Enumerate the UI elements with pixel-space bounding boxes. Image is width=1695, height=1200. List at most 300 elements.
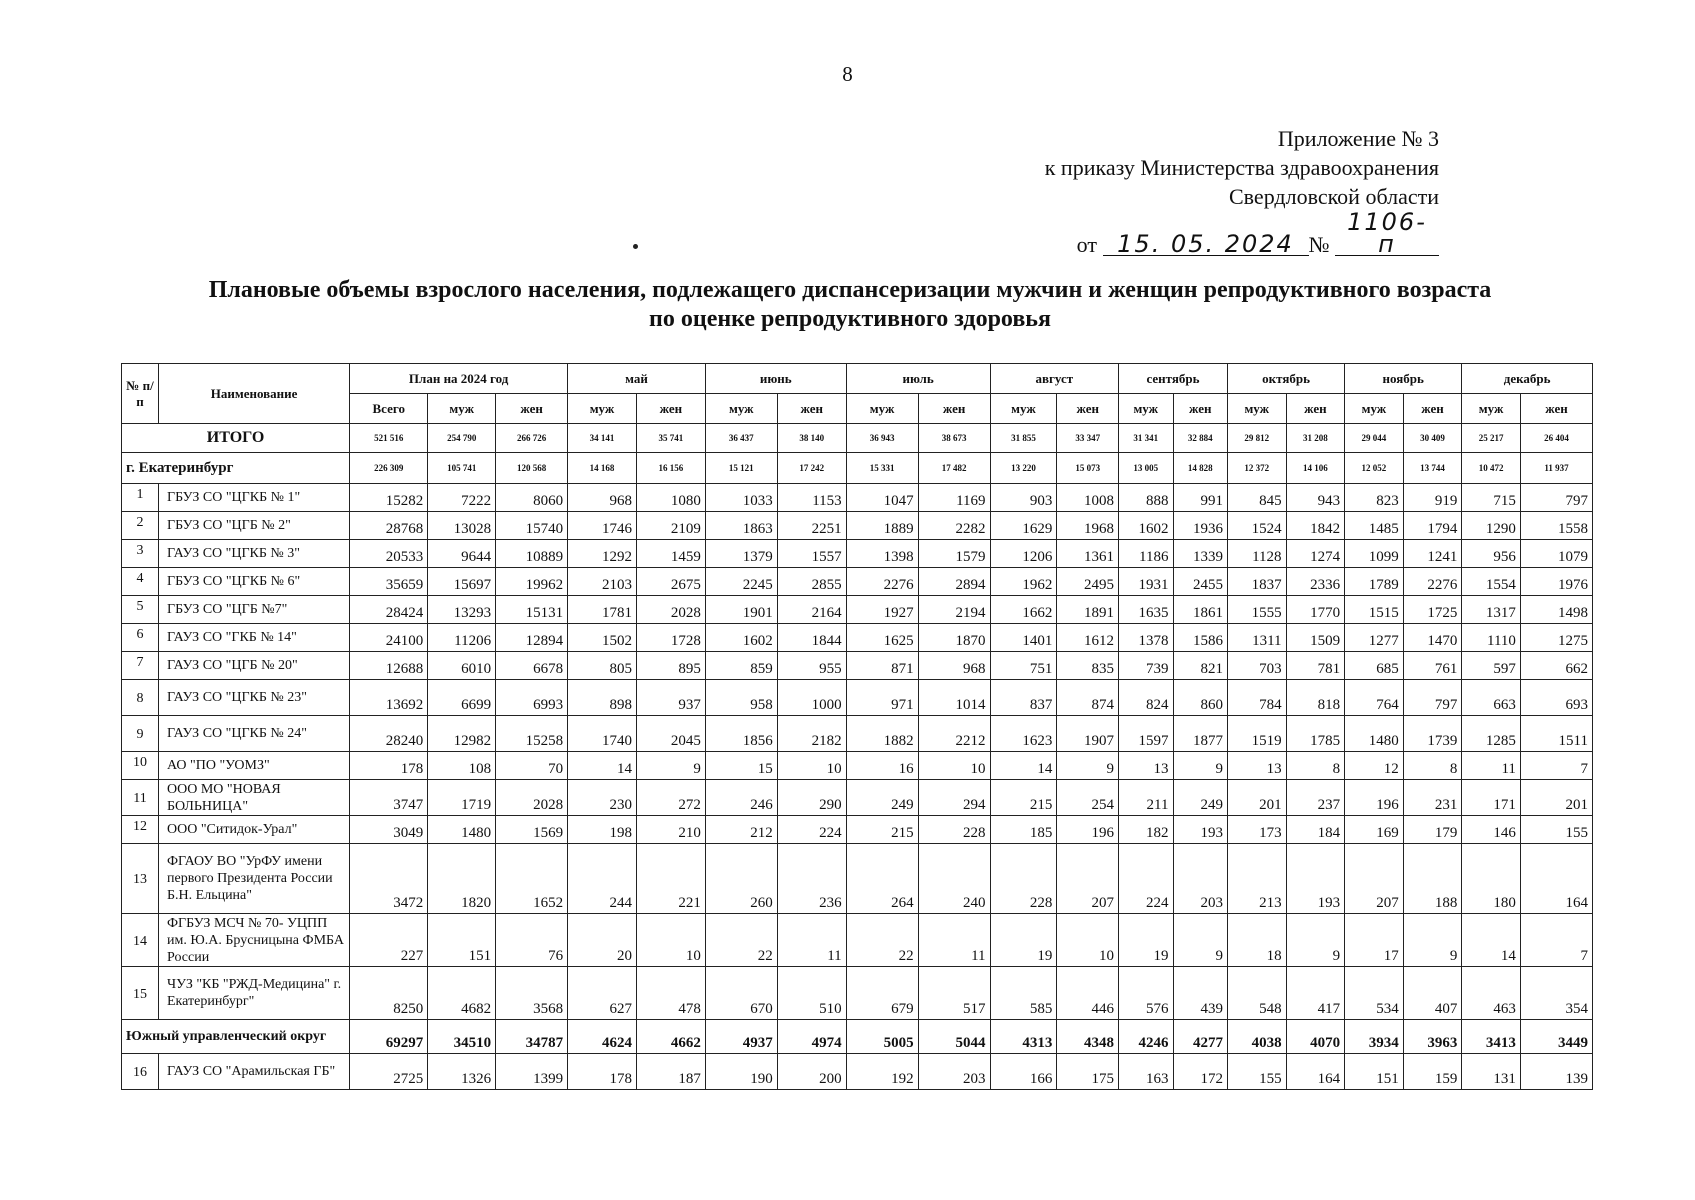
row-number: 4 [122,568,159,596]
table-cell: 184 [1286,816,1345,844]
col-header-month: октябрь [1227,364,1344,394]
table-cell: 1379 [705,540,777,568]
table-cell: 9 [1403,914,1462,967]
table-cell: 193 [1286,844,1345,914]
table-cell: 131 [1462,1054,1521,1090]
table-cell: 871 [846,652,918,680]
table-cell: 3472 [350,844,428,914]
table-cell: 1602 [1119,512,1173,540]
table-cell: 1586 [1173,624,1227,652]
col-subheader: жен [1057,394,1119,424]
row-number: 1 [122,484,159,512]
row-name: ГАУЗ СО "ЦГБ № 20" [159,652,350,680]
col-subheader: муж [1345,394,1404,424]
table-cell: 231 [1403,780,1462,816]
row-name: ГАУЗ СО "ЦГКБ № 3" [159,540,350,568]
table-cell: 196 [1345,780,1404,816]
table-cell: 182 [1119,816,1173,844]
table-cell: 221 [636,844,705,914]
row-name: ГАУЗ СО "ГКБ № 14" [159,624,350,652]
table-cell: 290 [777,780,846,816]
table-cell: 17 [1345,914,1404,967]
table-cell: 859 [705,652,777,680]
row-name: ООО "Ситидок-Урал" [159,816,350,844]
table-cell: 236 [777,844,846,914]
table-cell: 1728 [636,624,705,652]
table-cell: 13 [1119,752,1173,780]
col-subheader: жен [918,394,990,424]
table-cell: 164 [1520,844,1592,914]
table-cell: 2045 [636,716,705,752]
table-cell: 244 [568,844,637,914]
table-cell: 1602 [705,624,777,652]
table-cell: 2182 [777,716,846,752]
table-cell: 15 073 [1057,453,1119,484]
table-cell: 1277 [1345,624,1404,652]
row-number: 9 [122,716,159,752]
table-cell: 1725 [1403,596,1462,624]
table-cell: 1241 [1403,540,1462,568]
table-cell: 11206 [428,624,496,652]
table-cell: 585 [990,967,1057,1020]
table-cell: 28424 [350,596,428,624]
table-cell: 548 [1227,967,1286,1020]
table-cell: 1740 [568,716,637,752]
table-cell: 12 052 [1345,453,1404,484]
table-row [122,1054,1593,1090]
row-name: ГАУЗ СО "Арамильская ГБ" [159,1054,350,1090]
table-cell: 172 [1173,1054,1227,1090]
table-cell: 1524 [1227,512,1286,540]
table-cell: 1480 [1345,716,1404,752]
table-cell: 1285 [1462,716,1521,752]
table-cell: 1398 [846,540,918,568]
table-cell: 15 121 [705,453,777,484]
table-cell: 19 [990,914,1057,967]
table-cell: 1186 [1119,540,1173,568]
table-cell: 751 [990,652,1057,680]
table-cell: 1842 [1286,512,1345,540]
row-name: г. Екатеринбург [122,453,350,484]
table-cell: 534 [1345,967,1404,1020]
table-cell: 190 [705,1054,777,1090]
table-cell: 12 [1345,752,1404,780]
table-cell: 805 [568,652,637,680]
table-cell: 200 [777,1054,846,1090]
table-cell: 210 [636,816,705,844]
row-name: ООО МО "НОВАЯ БОЛЬНИЦА" [159,780,350,816]
table-cell: 517 [918,967,990,1020]
title-line-1: Плановые объемы взрослого населения, подлежащего диспансеризации мужчин и женщин репродуктивного возраста [208,277,1492,303]
table-cell: 1557 [777,540,846,568]
col-subheader: жен [1403,394,1462,424]
table-cell: 1936 [1173,512,1227,540]
appendix-block [1045,124,1439,259]
document-title [120,276,1580,334]
table-cell: 207 [1057,844,1119,914]
table-cell: 4038 [1227,1020,1286,1054]
col-subheader: муж [990,394,1057,424]
table-cell: 11 [1462,752,1521,780]
row-name: Южный управленческий округ [122,1020,350,1054]
table-cell: 4348 [1057,1020,1119,1054]
table-cell: 1781 [568,596,637,624]
table-cell: 76 [496,914,568,967]
table-cell: 439 [1173,967,1227,1020]
table-cell: 1000 [777,680,846,716]
table-cell: 715 [1462,484,1521,512]
table-cell: 8 [1286,752,1345,780]
table-cell: 958 [705,680,777,716]
table-cell: 10 [777,752,846,780]
table-cell: 38 673 [918,424,990,453]
region-row-south [122,1020,1593,1054]
table-cell: 34 141 [568,424,637,453]
col-header-month: ноябрь [1345,364,1462,394]
table-cell: 9 [1057,752,1119,780]
table-row [122,816,1593,844]
row-number: 16 [122,1054,159,1090]
table-cell: 703 [1227,652,1286,680]
table-cell: 151 [428,914,496,967]
table-cell: 2109 [636,512,705,540]
table-cell: 249 [846,780,918,816]
table-cell: 1502 [568,624,637,652]
table-row [122,484,1593,512]
table-cell: 10 [918,752,990,780]
table-cell: 9 [1173,752,1227,780]
table-cell: 1889 [846,512,918,540]
table-cell: 764 [1345,680,1404,716]
table-cell: 903 [990,484,1057,512]
table-cell: 12982 [428,716,496,752]
table-cell: 1746 [568,512,637,540]
table-cell: 17 242 [777,453,846,484]
col-header-month: июль [846,364,990,394]
row-number: 15 [122,967,159,1020]
appendix-line-1: Приложение № 3 [1277,126,1439,151]
table-cell: 12894 [496,624,568,652]
table-cell: 1485 [1345,512,1404,540]
table-cell: 1931 [1119,568,1173,596]
table-cell: 1555 [1227,596,1286,624]
table-cell: 478 [636,967,705,1020]
table-cell: 19962 [496,568,568,596]
table-cell: 956 [1462,540,1521,568]
col-subheader: жен [1173,394,1227,424]
table-cell: 4662 [636,1020,705,1054]
table-cell: 11 [777,914,846,967]
table-cell: 16 156 [636,453,705,484]
table-cell: 9 [636,752,705,780]
table-cell: 2455 [1173,568,1227,596]
table-cell: 28768 [350,512,428,540]
table-cell: 354 [1520,967,1592,1020]
table-cell: 266 726 [496,424,568,453]
table-cell: 1169 [918,484,990,512]
table-cell: 1623 [990,716,1057,752]
table-cell: 1882 [846,716,918,752]
table-cell: 821 [1173,652,1227,680]
table-cell: 196 [1057,816,1119,844]
table-cell: 31 855 [990,424,1057,453]
table-cell: 1844 [777,624,846,652]
table-cell: 12 372 [1227,453,1286,484]
table-cell: 2212 [918,716,990,752]
table-cell: 213 [1227,844,1286,914]
table-cell: 13 [1227,752,1286,780]
table-cell: 228 [918,816,990,844]
table-cell: 1511 [1520,716,1592,752]
table-cell: 24100 [350,624,428,652]
row-name: ГАУЗ СО "ЦГКБ № 23" [159,680,350,716]
table-row [122,624,1593,652]
table-cell: 240 [918,844,990,914]
table-cell: 20 [568,914,637,967]
table-cell: 818 [1286,680,1345,716]
col-header-month: декабрь [1462,364,1593,394]
table-cell: 224 [777,816,846,844]
table-cell: 679 [846,967,918,1020]
order-date-row [1045,208,1439,259]
table-cell: 9644 [428,540,496,568]
table-cell: 1635 [1119,596,1173,624]
row-number: 2 [122,512,159,540]
table-cell: 1785 [1286,716,1345,752]
table-cell: 192 [846,1054,918,1090]
table-cell: 187 [636,1054,705,1090]
table-cell: 1079 [1520,540,1592,568]
table-cell: 26 404 [1520,424,1592,453]
table-cell: 6010 [428,652,496,680]
col-header-month: август [990,364,1118,394]
table-cell: 15 331 [846,453,918,484]
table-cell: 38 140 [777,424,846,453]
col-header-plan: План на 2024 год [350,364,568,394]
table-cell: 1629 [990,512,1057,540]
table-cell: 16 [846,752,918,780]
handwritten-date: 15. 05. 2024 [1103,233,1309,256]
table-cell: 1901 [705,596,777,624]
col-header-num: № п/п [122,364,159,424]
table-cell: 1008 [1057,484,1119,512]
table-cell: 10 [636,914,705,967]
table-cell: 971 [846,680,918,716]
table-cell: 1870 [918,624,990,652]
table-cell: 888 [1119,484,1173,512]
table-cell: 227 [350,914,428,967]
table-cell: 9 [1286,914,1345,967]
table-cell: 3963 [1403,1020,1462,1054]
table-cell: 2855 [777,568,846,596]
table-cell: 13 744 [1403,453,1462,484]
table-cell: 11 937 [1520,453,1592,484]
table-cell: 254 790 [428,424,496,453]
table-cell: 17 482 [918,453,990,484]
table-cell: 2894 [918,568,990,596]
table-cell: 201 [1227,780,1286,816]
table-row [122,680,1593,716]
table-cell: 32 884 [1173,424,1227,453]
table-cell: 1927 [846,596,918,624]
stray-dot [633,244,638,249]
row-name: ГБУЗ СО "ЦГБ №7" [159,596,350,624]
from-label: от [1076,232,1097,257]
table-cell: 4246 [1119,1020,1173,1054]
table-cell: 22 [705,914,777,967]
col-header-month: сентябрь [1119,364,1228,394]
row-number: 3 [122,540,159,568]
table-cell: 108 [428,752,496,780]
number-label: № [1308,232,1330,257]
table-cell: 823 [1345,484,1404,512]
table-cell: 151 [1345,1054,1404,1090]
row-number: 10 [122,752,159,780]
table-cell: 224 [1119,844,1173,914]
table-cell: 18 [1227,914,1286,967]
row-number: 11 [122,780,159,816]
table-cell: 203 [1173,844,1227,914]
table-row [122,844,1593,914]
table-cell: 34787 [496,1020,568,1054]
col-header-month: май [568,364,706,394]
table-cell: 685 [1345,652,1404,680]
row-name: ГАУЗ СО "ЦГКБ № 24" [159,716,350,752]
table-cell: 3934 [1345,1020,1404,1054]
table-cell: 874 [1057,680,1119,716]
table-cell: 4937 [705,1020,777,1054]
table-cell: 2028 [636,596,705,624]
table-cell: 20533 [350,540,428,568]
col-subheader: муж [846,394,918,424]
table-cell: 3049 [350,816,428,844]
table-cell: 25 217 [1462,424,1521,453]
table-cell: 14 [568,752,637,780]
table-cell: 159 [1403,1054,1462,1090]
table-row [122,596,1593,624]
table-cell: 1662 [990,596,1057,624]
table-cell: 29 044 [1345,424,1404,453]
table-cell: 8060 [496,484,568,512]
table-cell: 175 [1057,1054,1119,1090]
table-cell: 1962 [990,568,1057,596]
table-cell: 155 [1520,816,1592,844]
table-cell: 2725 [350,1054,428,1090]
table-cell: 1399 [496,1054,568,1090]
table-cell: 1153 [777,484,846,512]
table-row [122,716,1593,752]
table-cell: 1861 [1173,596,1227,624]
table-cell: 4974 [777,1020,846,1054]
table-cell: 1907 [1057,716,1119,752]
table-cell: 1569 [496,816,568,844]
table-cell: 230 [568,780,637,816]
table-cell: 13 220 [990,453,1057,484]
table-cell: 5044 [918,1020,990,1054]
table-cell: 1509 [1286,624,1345,652]
table-cell: 228 [990,844,1057,914]
table-cell: 14 106 [1286,453,1345,484]
table-cell: 2675 [636,568,705,596]
table-cell: 146 [1462,816,1521,844]
table-cell: 203 [918,1054,990,1090]
table-cell: 15740 [496,512,568,540]
table-cell: 4277 [1173,1020,1227,1054]
table-cell: 70 [496,752,568,780]
table-cell: 1856 [705,716,777,752]
table-cell: 294 [918,780,990,816]
table-cell: 36 943 [846,424,918,453]
row-name: ФГАОУ ВО "УрФУ имени первого Президента России Б.Н. Ельцина" [159,844,350,914]
table-cell: 1877 [1173,716,1227,752]
table-cell: 1292 [568,540,637,568]
table-cell: 29 812 [1227,424,1286,453]
table-cell: 1625 [846,624,918,652]
table-cell: 264 [846,844,918,914]
table-cell: 4682 [428,967,496,1020]
row-name: ГБУЗ СО "ЦГКБ № 1" [159,484,350,512]
col-subheader: жен [636,394,705,424]
col-subheader: Всего [350,394,428,424]
table-cell: 3747 [350,780,428,816]
table-cell: 2164 [777,596,846,624]
table-cell: 446 [1057,967,1119,1020]
table-cell: 576 [1119,967,1173,1020]
table-cell: 163 [1119,1054,1173,1090]
table-cell: 226 309 [350,453,428,484]
table-cell: 120 568 [496,453,568,484]
table-cell: 164 [1286,1054,1345,1090]
table-cell: 13692 [350,680,428,716]
col-subheader: жен [777,394,846,424]
table-cell: 166 [990,1054,1057,1090]
table-cell: 10889 [496,540,568,568]
table-cell: 1275 [1520,624,1592,652]
col-subheader: муж [705,394,777,424]
table-cell: 69297 [350,1020,428,1054]
table-cell: 955 [777,652,846,680]
table-cell: 1612 [1057,624,1119,652]
table-cell: 2245 [705,568,777,596]
row-number: 13 [122,844,159,914]
table-cell: 670 [705,967,777,1020]
total-row [122,424,1593,453]
table-cell: 991 [1173,484,1227,512]
table-cell: 781 [1286,652,1345,680]
table-cell: 9 [1173,914,1227,967]
table-cell: 212 [705,816,777,844]
table-cell: 1480 [428,816,496,844]
col-header-name: Наименование [159,364,350,424]
table-cell: 15 [705,752,777,780]
table-cell: 1378 [1119,624,1173,652]
table-cell: 8 [1403,752,1462,780]
table-cell: 105 741 [428,453,496,484]
table-cell: 1863 [705,512,777,540]
col-subheader: муж [1462,394,1521,424]
table-cell: 201 [1520,780,1592,816]
table-cell: 784 [1227,680,1286,716]
table-cell: 6993 [496,680,568,716]
row-number: 8 [122,680,159,716]
table-cell: 968 [568,484,637,512]
table-cell: 211 [1119,780,1173,816]
table-cell: 35659 [350,568,428,596]
table-cell: 824 [1119,680,1173,716]
table-row [122,652,1593,680]
table-cell: 31 341 [1119,424,1173,453]
table-cell: 1080 [636,484,705,512]
